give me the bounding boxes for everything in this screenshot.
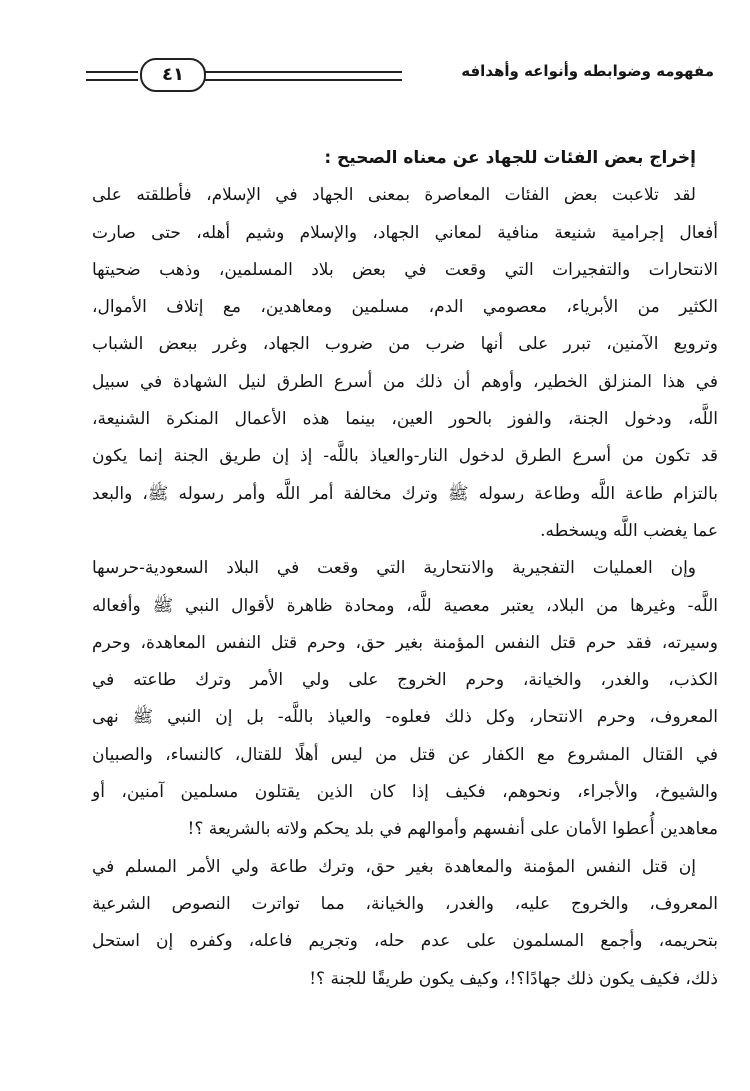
- text-line: لقد تلاعبت بعض الفئات المعاصرة بمعنى الجهاد في الإسلام، فأطلقته على: [92, 185, 696, 206]
- page-number: ٤١: [140, 58, 206, 92]
- text-line: ذلك، فكيف يكون ذلك جهادًا؟!، وكيف يكون طريقًا للجنة ؟!: [309, 968, 718, 989]
- text-line: معاهدين أُعطوا الأمان على أنفسهم وأموالهم في بلد يحكم ولاته بالشريعة ؟!: [187, 819, 718, 840]
- text-line: وإن العمليات التفجيرية والانتحارية التي وقعت في البلاد السعودية-حرسها: [92, 558, 696, 579]
- text-line: بالتزام طاعة اللَّه وطاعة رسوله ﷺ وترك مخالفة أمر اللَّه وأمر رسوله ﷺ، والبعد: [92, 483, 718, 504]
- text-line: الكذب، والغدر، والخيانة، وحرم الخروج على ولي الأمر وترك طاعته في: [92, 670, 718, 691]
- text-line: الكثير من الأبرياء، معصومي الدم، مسلمين ومعاهدين، مع إتلاف الأموال،: [92, 297, 718, 318]
- text-line: بتحريمه، وأجمع المسلمون على عدم حله، وتجريم فاعله، وكفره إن استحل: [92, 931, 718, 952]
- text-line: الانتحارات والتفجيرات التي وقعت في بعض بلاد المسلمين، وذهب ضحيتها: [92, 259, 718, 280]
- header-rule-right: [204, 71, 402, 81]
- text-line: وترويع الآمنين، تبرر على أنها ضرب من ضروب الجهاد، وغرر ببعض الشباب: [92, 334, 718, 355]
- text-line: المعروف، وحرم الانتحار، وكل ذلك فعلوه- والعياذ باللَّه- بل إن النبي ﷺ نهى: [92, 707, 718, 728]
- running-header: [86, 58, 714, 94]
- text-line: والشيوخ، والأجراء، ونحوهم، فكيف إذا كان الذين يقتلون مسلمين آمنين، أو: [92, 782, 718, 803]
- text-line: في القتال المشروع مع الكفار عن قتل من ليس أهلًا للقتال، كالنساء، والصبيان: [92, 744, 718, 765]
- text-line: المعروف، والخروج عليه، والغدر، والخيانة، مما تواترت النصوص الشرعية: [92, 893, 718, 914]
- text-line: أفعال إجرامية شنيعة منافية لمعاني الجهاد، والإسلام وشيم أهله، حتى صارت: [92, 222, 718, 243]
- text-line: اللَّه- وغيرها من البلاد، يعتبر معصية للَّه، ومحادة ظاهرة لأقوال النبي ﷺ وأفعاله: [92, 595, 718, 616]
- text-line: وسيرته، فقد حرم قتل النفس المؤمنة بغير حق، وحرم قتل النفس المعاهدة، وحرم: [92, 632, 718, 653]
- paragraph-2: [92, 550, 718, 848]
- chapter-title: مفهومه وضوابطه وأنواعه وأهدافه: [461, 62, 714, 80]
- paragraph-3: [92, 849, 718, 998]
- text-line: في هذا المنزلق الخطير، وأوهم أن ذلك من أسرع الطرق لنيل الشهادة في سبيل: [92, 371, 718, 392]
- text-line: اللَّه، ودخول الجنة، والفوز بالحور العين، بينما هذه الأعمال المنكرة الشنيعة،: [92, 409, 718, 430]
- text-line: قد تكون من أسرع الطرق لدخول النار-والعياذ باللَّه- إذ إن طريق الجنة إنما يكون: [92, 446, 718, 467]
- text-line: عما يغضب اللَّه ويسخطه.: [540, 520, 718, 541]
- text-line: إن قتل النفس المؤمنة والمعاهدة بغير حق، وترك طاعة ولي الأمر المسلم في: [92, 856, 696, 877]
- header-rule-left: [86, 71, 138, 81]
- section-heading: إخراج بعض الفئات للجهاد عن معناه الصحيح :: [324, 148, 696, 168]
- body-text: [92, 140, 718, 998]
- paragraph-1: [92, 177, 718, 550]
